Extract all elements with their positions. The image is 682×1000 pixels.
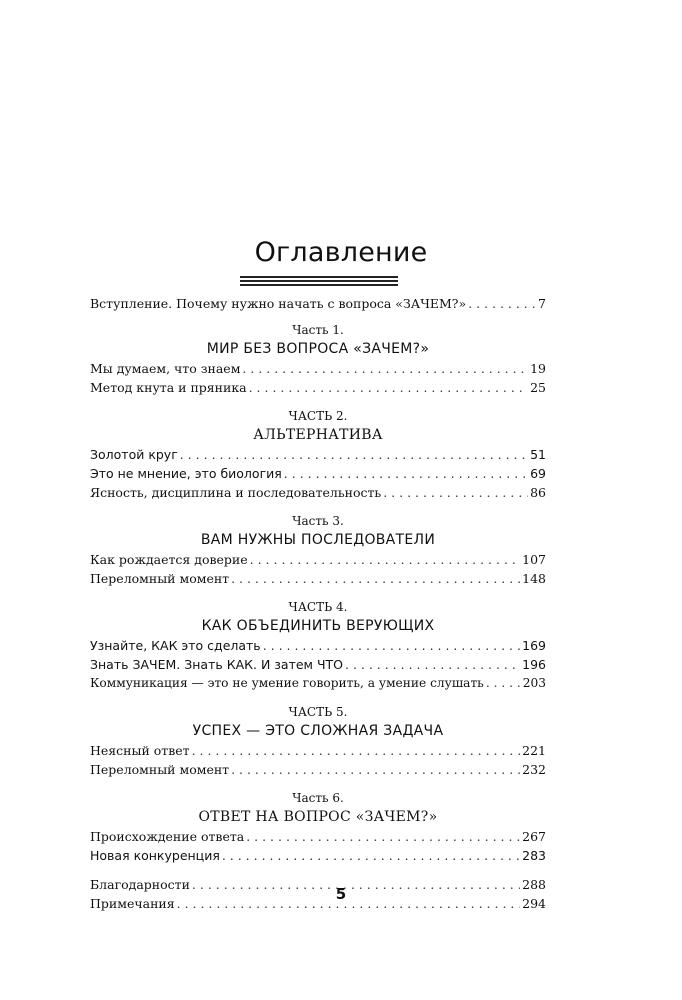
toc-entry[interactable] [90,445,546,464]
toc-entry[interactable] [90,655,546,674]
entry-title: Золотой круг [90,447,178,462]
toc-entry[interactable] [90,636,546,655]
toc-entry[interactable] [90,378,546,397]
entry-page: 196 [522,657,546,672]
entry-title: Знать ЗАЧЕМ. Знать КАК. И затем ЧТО [90,657,343,672]
entry-page: 294 [522,896,546,911]
entry-title: Переломный момент [90,571,230,586]
entry-title: Вступление. Почему нужно начать с вопроса «ЗАЧЕМ?» [90,296,467,311]
toc-entry[interactable] [90,760,546,779]
part-5-title: УСПЕХ — ЭТО СЛОЖНАЯ ЗАДАЧА [192,723,444,739]
entry-title: Коммуникация — это не умение говорить, а умение слушать [90,676,484,690]
entry-page: 51 [530,447,546,462]
page-number: 5 [335,885,347,903]
dot-leader [284,464,528,483]
toc-entry[interactable] [90,359,546,378]
entry-page: 203 [522,676,546,690]
entry-page: 25 [530,380,546,395]
entry-page: 267 [522,829,546,844]
toc-entry[interactable] [90,550,546,569]
entry-title: Мы думаем, что знаем [90,361,241,376]
part-2-label: ЧАСТЬ 2. [288,409,348,423]
part-3-label: Часть 3. [292,514,344,528]
toc-entry[interactable] [90,846,546,865]
dot-leader [231,569,520,588]
dot-leader [486,674,521,693]
entry-title: Переломный момент [90,762,230,777]
toc-entry[interactable] [90,827,546,846]
entry-title: Как рождается доверие [90,552,248,567]
entry-title: Новая конкуренция [90,848,220,863]
dot-leader [249,378,528,397]
toc-entry[interactable] [90,674,546,693]
dot-leader [242,359,528,378]
entry-page: 288 [522,877,546,892]
entry-title: Метод кнута и пряника [90,380,247,395]
dot-leader [345,655,520,674]
entry-title: Узнайте, КАК это сделать [90,638,261,653]
entry-title: Происхождение ответа [90,829,245,844]
part-6-title: ОТВЕТ НА ВОПРОС «ЗАЧЕМ?» [198,809,438,825]
toc-heading: Оглавление [254,237,428,268]
dot-leader [263,636,520,655]
toc-entry[interactable] [90,741,546,760]
part-5-label: ЧАСТЬ 5. [288,705,348,719]
dot-leader [468,294,536,313]
entry-page: 86 [530,485,546,500]
heading-underline [240,276,398,288]
part-2-title: АЛЬТЕРНАТИВА [253,427,383,443]
entry-page: 148 [522,571,546,586]
toc-entry-intro[interactable] [90,294,546,313]
entry-title: Примечания [90,896,175,911]
entry-title: Неясный ответ [90,743,190,758]
entry-page: 221 [522,743,546,758]
entry-page: 7 [538,296,546,311]
toc-entry[interactable] [90,464,546,483]
entry-title: Ясность, дисциплина и последовательность [90,485,382,500]
entry-page: 169 [522,638,546,653]
dot-leader [222,846,520,865]
part-4-label: ЧАСТЬ 4. [288,600,348,614]
part-1-title: МИР БЕЗ ВОПРОСА «ЗАЧЕМ?» [206,341,430,357]
toc-entry[interactable] [90,569,546,588]
part-1-label: Часть 1. [292,323,344,337]
dot-leader [383,483,528,502]
entry-page: 232 [522,762,546,777]
toc-entry[interactable] [90,483,546,502]
entry-page: 19 [530,361,546,376]
entry-page: 69 [530,466,546,481]
part-6-label: Часть 6. [292,791,344,805]
dot-leader [246,827,520,846]
entry-page: 283 [522,848,546,863]
part-3-title: ВАМ НУЖНЫ ПОСЛЕДОВАТЕЛИ [200,532,436,548]
table-of-contents [90,294,546,913]
dot-leader [192,741,521,760]
entry-page: 107 [522,552,546,567]
dot-leader [250,550,520,569]
dot-leader [180,445,528,464]
dot-leader [231,760,520,779]
part-4-title: КАК ОБЪЕДИНИТЬ ВЕРУЮЩИХ [201,618,435,634]
entry-title: Это не мнение, это биология [90,466,282,481]
entry-title: Благодарности [90,877,190,892]
